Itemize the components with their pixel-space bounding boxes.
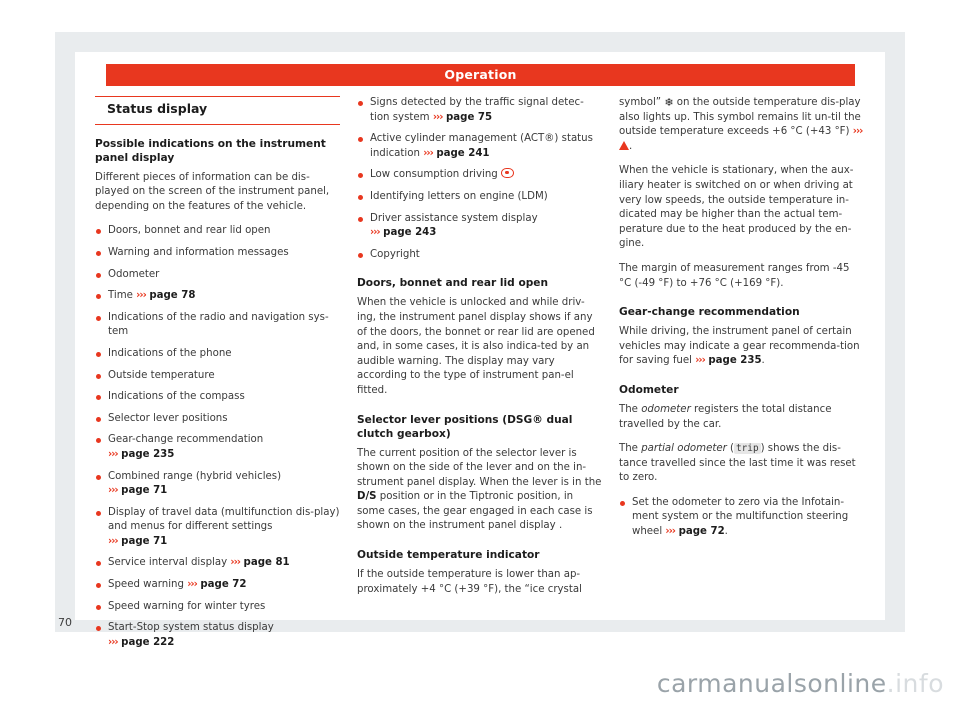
page-number: 70 xyxy=(58,616,72,629)
paragraph-ice-crystal-cont: symbol” ❄ on the outside temperature dis-play also lights up. This symbol remains lit un-til the outside temperature exceeds +6 °C (+43 °F) ››› . xyxy=(619,96,863,152)
page-reference: ››› page 78 xyxy=(136,290,196,302)
list-item-text: Speed warning xyxy=(108,579,188,591)
arrows-icon: ››› xyxy=(136,290,146,302)
list-item xyxy=(357,132,602,161)
list-item xyxy=(95,470,340,499)
list-item xyxy=(95,369,340,384)
arrows-icon: ››› xyxy=(432,111,443,123)
snowflake-icon: ❄ xyxy=(664,96,674,109)
list-item-text: Warning and information messages xyxy=(108,246,289,258)
list-item xyxy=(95,289,340,304)
list-item-text: Indications of the phone xyxy=(108,347,232,359)
watermark xyxy=(657,669,944,698)
column-one xyxy=(95,96,340,657)
list-item xyxy=(357,96,602,125)
warning-triangle-icon xyxy=(619,141,629,150)
list-item xyxy=(95,506,340,550)
trip-code: trip xyxy=(736,443,759,455)
paragraph-doors: When the vehicle is unlocked and while driv-ing, the instrument panel display shows if any of the doors, the bonnet or rear lid are opened and, in some cases, it is also indica-ted by an audible warning. The display may vary according to the type of instrument pan-el fitted. xyxy=(357,297,595,396)
odometer-actions-list xyxy=(619,496,864,540)
page-reference: ››› page 81 xyxy=(230,557,290,569)
arrows-icon: ››› xyxy=(187,579,197,591)
paragraph-partial-odometer: The partial odometer ( trip ) shows the dis-tance travelled since the last time it was reset to zero. xyxy=(619,443,856,484)
list-item-text: Identifying letters on engine (LDM) xyxy=(370,190,548,202)
list-item-text: Doors, bonnet and rear lid open xyxy=(108,225,271,237)
page-reference: ››› page 241 xyxy=(423,147,490,159)
list-item xyxy=(95,412,340,427)
list-item-text: Start-Stop system status display xyxy=(108,622,274,634)
list-item-text: Combined range (hybrid vehicles) xyxy=(108,470,282,482)
page-reference: ››› page 71 xyxy=(108,485,168,497)
arrows-icon: ››› xyxy=(852,126,863,138)
paragraph-intro: Different pieces of information can be dis-played on the screen of the instrument panel, depending on the features of the vehicle. xyxy=(95,171,330,212)
eco-eye-icon xyxy=(501,168,514,178)
page-reference: ››› page 72 xyxy=(187,579,247,591)
arrows-icon: ››› xyxy=(423,147,433,159)
partial-odometer-term: partial odometer xyxy=(641,443,727,455)
arrows-icon: ››› xyxy=(370,227,380,239)
page-reference: ››› page 72 xyxy=(665,526,725,538)
list-item-text: Low consumption driving xyxy=(370,169,502,181)
list-item xyxy=(95,268,340,283)
list-item-text: Outside temperature xyxy=(108,369,215,381)
column-three xyxy=(619,96,864,547)
list-item xyxy=(95,246,340,261)
list-item xyxy=(95,600,340,615)
heading-selector-lever: Selector lever positions (DSG® dual clutch gearbox) xyxy=(357,413,573,440)
list-item: Set the odometer to zero via the Infotain-ment system or the multifunction steering wheel ››› page 72. xyxy=(619,496,864,540)
page-reference: ››› page 71 xyxy=(108,535,168,547)
list-item-text: Service interval display xyxy=(108,557,231,569)
column-two xyxy=(357,96,602,607)
paragraph-margin: The margin of measurement ranges from -45 °C (-49 °F) to +76 °C (+169 °F). xyxy=(619,262,850,289)
list-item-text: Time xyxy=(108,290,137,302)
paragraph-gear-change: While driving, the instrument panel of certain vehicles may indicate a gear recommenda-tion for saving fuel ››› page 235. xyxy=(619,326,860,367)
list-item-text: Indications of the radio and navigation sys-tem xyxy=(108,311,329,338)
list-item xyxy=(95,621,340,650)
indications-list xyxy=(95,224,340,650)
heading-outside-temperature: Outside temperature indicator xyxy=(357,549,540,562)
indications-list-continued xyxy=(357,96,602,262)
watermark-part-two: .info xyxy=(886,669,944,698)
arrows-icon: ››› xyxy=(108,448,118,460)
list-item-text: Indications of the compass xyxy=(108,391,245,403)
page-reference: ››› page 222 xyxy=(108,636,175,648)
list-item-text: Selector lever positions xyxy=(108,412,228,424)
arrows-icon: ››› xyxy=(108,485,118,497)
list-item-text: Copyright xyxy=(370,248,420,260)
page-reference: ››› page 75 xyxy=(432,111,493,123)
heading-doors-bonnet: Doors, bonnet and rear lid open xyxy=(357,277,549,290)
section-header: Operation xyxy=(106,64,855,86)
list-item xyxy=(95,311,340,340)
three-column-body xyxy=(95,96,863,648)
list-item xyxy=(357,248,602,263)
arrows-icon: ››› xyxy=(108,535,118,547)
list-item-text: Set the odometer to zero via the Infotain-ment system or the multifunction steering wheel xyxy=(632,496,849,538)
list-item xyxy=(95,224,340,239)
list-item xyxy=(95,347,340,362)
heading-gear-change: Gear-change recommendation xyxy=(619,306,800,319)
list-item-text: Speed warning for winter tyres xyxy=(108,600,266,612)
list-item-text: Signs detected by the traffic signal detec-tion system xyxy=(370,97,584,123)
list-item xyxy=(95,390,340,405)
list-item xyxy=(95,556,340,571)
odometer-term: odometer xyxy=(641,403,691,415)
list-item xyxy=(357,190,602,205)
arrows-icon: ››› xyxy=(665,526,676,538)
selector-mode-ds: D/S xyxy=(357,491,377,503)
paragraph-stationary: When the vehicle is stationary, when the aux-iliary heater is switched on or when driving at very low speeds, the outside temperature in-dicated may be higher than the actual tem-perature due to the heat produced by the en-gine. xyxy=(619,165,854,250)
paragraph-odometer: The odometer registers the total distance travelled by the car. xyxy=(619,403,832,430)
list-item xyxy=(357,168,602,183)
list-item xyxy=(357,212,602,241)
status-display-title: Status display xyxy=(107,101,208,116)
arrows-icon: ››› xyxy=(108,636,118,648)
page-reference: ››› page 235 xyxy=(695,355,762,367)
list-item-text: Active cylinder management (ACT®) status indication xyxy=(370,133,593,159)
list-item xyxy=(95,433,340,462)
status-display-title-box xyxy=(95,96,340,125)
page-reference: ››› page 243 xyxy=(370,227,437,239)
list-item xyxy=(95,578,340,593)
list-item-text: Display of travel data (multifunction dis-play) and menus for different settings xyxy=(108,506,340,533)
heading-possible-indications: Possible indications on the instrument panel display xyxy=(95,137,326,164)
heading-odometer: Odometer xyxy=(619,383,679,396)
list-item-text: Gear-change recommendation xyxy=(108,434,264,446)
arrows-icon: ››› xyxy=(695,355,705,367)
list-item-text: Driver assistance system display xyxy=(370,212,538,224)
arrows-icon: ››› xyxy=(230,557,240,569)
page-reference: ››› page 235 xyxy=(108,448,175,460)
list-item-text: Odometer xyxy=(108,268,160,280)
paragraph-outside-temp: If the outside temperature is lower than ap-proximately +4 °C (+39 °F), the “ice crystal xyxy=(357,569,582,595)
paragraph-selector: The current position of the selector lever is shown on the side of the lever and on the in-strument panel display. When the lever is in the D/S position or in the Tiptronic position, in some cases, the gear engaged in each case is shown on the instrument panel display . xyxy=(357,447,602,532)
watermark-part-one: carmanualsonline xyxy=(656,669,887,698)
